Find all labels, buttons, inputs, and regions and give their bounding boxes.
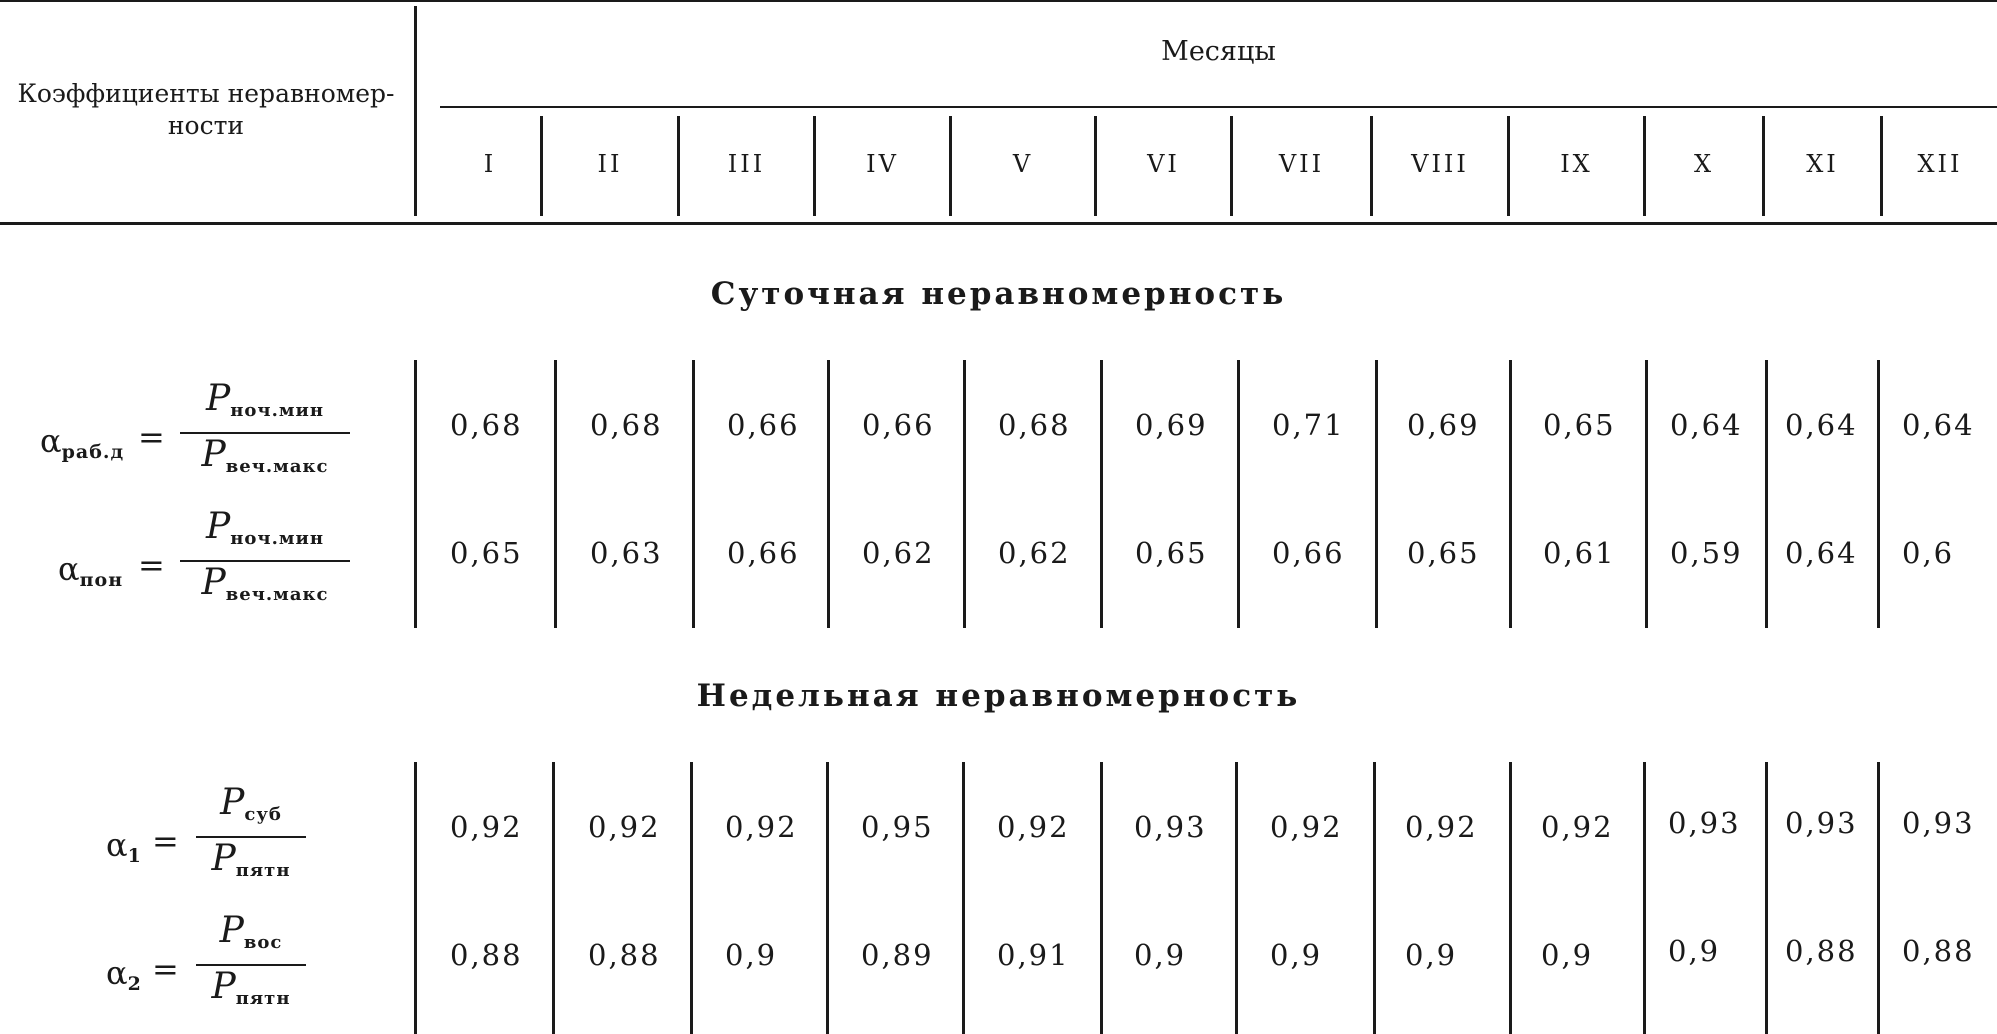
months-title: Месяцы xyxy=(1161,36,1276,67)
formula-lhs: $\alpha_{пон}$ xyxy=(58,550,124,591)
value-cell: 0,93 xyxy=(1902,806,1975,840)
value-cell: 0,59 xyxy=(1670,536,1743,570)
value-cell: 0,88 xyxy=(450,938,523,972)
section-title-weekly: Недельная неравномерность xyxy=(696,678,1301,714)
coefficients-header-line2: ности xyxy=(167,111,245,140)
months-rule xyxy=(440,106,1997,108)
col-sep xyxy=(1100,360,1103,628)
col-sep xyxy=(1509,360,1512,628)
coefficients-header-line1: Коэффициенты неравномер- xyxy=(17,79,395,108)
formula-lhs: $\alpha_2$ xyxy=(106,954,142,995)
header-divider xyxy=(414,6,417,216)
value-cell: 0,68 xyxy=(998,408,1071,442)
month-label: XI xyxy=(1806,150,1839,178)
month-label: VII xyxy=(1278,150,1325,178)
coefficients-header xyxy=(0,78,412,142)
value-cell: 0,66 xyxy=(1272,536,1345,570)
month-label: IX xyxy=(1560,150,1593,178)
value-cell: 0,93 xyxy=(1134,810,1207,844)
month-label: X xyxy=(1693,150,1715,178)
month-label: II xyxy=(597,150,623,178)
col-sep xyxy=(414,762,417,1034)
value-cell: 0,92 xyxy=(997,810,1070,844)
value-cell: 0,92 xyxy=(1270,810,1343,844)
value-cell: 0,9 xyxy=(1405,938,1458,972)
value-cell: 0,92 xyxy=(588,810,661,844)
value-cell: 0,66 xyxy=(727,408,800,442)
formula-lhs: $\alpha_1$ xyxy=(106,826,142,867)
col-sep xyxy=(1645,360,1648,628)
value-cell: 0,6 xyxy=(1902,536,1955,570)
value-cell: 0,65 xyxy=(1135,536,1208,570)
col-sep xyxy=(1237,360,1240,628)
col-sep xyxy=(1375,360,1378,628)
value-cell: 0,61 xyxy=(1543,536,1616,570)
value-cell: 0,66 xyxy=(727,536,800,570)
col-sep xyxy=(1373,762,1376,1034)
value-cell: 0,65 xyxy=(1543,408,1616,442)
value-cell: 0,66 xyxy=(862,408,935,442)
value-cell: 0,63 xyxy=(590,536,663,570)
month-label: VIII xyxy=(1411,150,1469,178)
col-sep xyxy=(1765,360,1768,628)
value-cell: 0,9 xyxy=(1134,938,1187,972)
value-cell: 0,65 xyxy=(450,536,523,570)
value-cell: 0,9 xyxy=(1668,934,1721,968)
col-sep xyxy=(690,762,693,1034)
col-sep xyxy=(1235,762,1238,1034)
value-cell: 0,88 xyxy=(1785,934,1858,968)
value-cell: 0,69 xyxy=(1135,408,1208,442)
header-bottom-rule xyxy=(0,222,1997,225)
month-label: I xyxy=(483,150,497,178)
value-cell: 0,89 xyxy=(861,938,934,972)
col-sep xyxy=(1877,762,1880,1034)
value-cell: 0,9 xyxy=(725,938,778,972)
col-sep xyxy=(552,762,555,1034)
month-label: V xyxy=(1012,150,1034,178)
formula-equals: = xyxy=(138,546,165,584)
month-label: VI xyxy=(1147,150,1180,178)
value-cell: 0,92 xyxy=(725,810,798,844)
col-sep xyxy=(1509,762,1512,1034)
formula-equals: = xyxy=(138,418,165,456)
value-cell: 0,92 xyxy=(1541,810,1614,844)
value-cell: 0,68 xyxy=(450,408,523,442)
col-sep xyxy=(1877,360,1880,628)
col-sep xyxy=(1765,762,1768,1034)
value-cell: 0,91 xyxy=(997,938,1070,972)
col-sep xyxy=(414,360,417,628)
formula-equals: = xyxy=(152,822,179,860)
value-cell: 0,64 xyxy=(1785,408,1858,442)
formula-fraction: $P_{ноч.мин}$ $P_{веч.макс}$ xyxy=(180,380,350,486)
value-cell: 0,65 xyxy=(1407,536,1480,570)
value-cell: 0,64 xyxy=(1670,408,1743,442)
value-cell: 0,88 xyxy=(1902,934,1975,968)
value-cell: 0,68 xyxy=(590,408,663,442)
month-label: III xyxy=(727,150,766,178)
col-sep xyxy=(1100,762,1103,1034)
value-cell: 0,9 xyxy=(1270,938,1323,972)
value-cell: 0,71 xyxy=(1272,408,1345,442)
value-cell: 0,93 xyxy=(1668,806,1741,840)
formula-lhs: $\alpha_{раб.д}$ xyxy=(40,422,125,463)
col-sep xyxy=(962,762,965,1034)
value-cell: 0,64 xyxy=(1902,408,1975,442)
col-sep xyxy=(692,360,695,628)
col-sep xyxy=(827,360,830,628)
col-sep xyxy=(963,360,966,628)
value-cell: 0,64 xyxy=(1785,536,1858,570)
month-label: IV xyxy=(866,150,899,178)
value-cell: 0,95 xyxy=(861,810,934,844)
value-cell: 0,9 xyxy=(1541,938,1594,972)
value-cell: 0,88 xyxy=(588,938,661,972)
formula-equals: = xyxy=(152,950,179,988)
value-cell: 0,92 xyxy=(450,810,523,844)
formula-fraction: $P_{вос}$ $P_{пятн}$ xyxy=(196,912,306,1018)
value-cell: 0,62 xyxy=(998,536,1071,570)
value-cell: 0,92 xyxy=(1405,810,1478,844)
col-sep xyxy=(1643,762,1646,1034)
col-sep xyxy=(826,762,829,1034)
section-title-daily: Суточная неравномерность xyxy=(710,276,1287,312)
top-rule xyxy=(0,0,1997,2)
col-sep xyxy=(554,360,557,628)
formula-fraction: $P_{суб}$ $P_{пятн}$ xyxy=(196,784,306,890)
value-cell: 0,93 xyxy=(1785,806,1858,840)
month-label: XII xyxy=(1917,150,1963,178)
value-cell: 0,69 xyxy=(1407,408,1480,442)
value-cell: 0,62 xyxy=(862,536,935,570)
formula-fraction: $P_{ноч.мин}$ $P_{веч.макс}$ xyxy=(180,508,350,614)
